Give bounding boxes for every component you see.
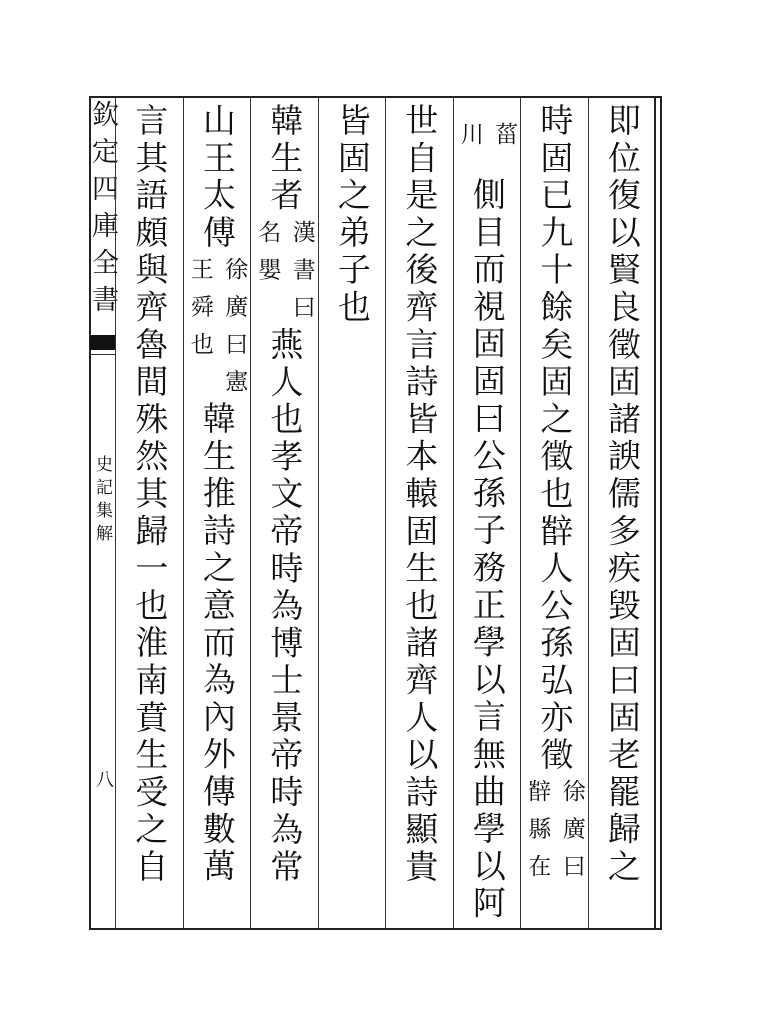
text-column-7 (183, 98, 251, 928)
text-column-1 (588, 98, 656, 928)
commentary-right-line: 菑 (491, 122, 518, 160)
text-column-6 (250, 98, 318, 928)
fishtail-rule (90, 354, 116, 355)
text-block (115, 98, 655, 928)
book-title: 史記集解 (92, 455, 112, 547)
text-column-2 (520, 98, 588, 928)
commentary-right-line: 徐廣曰憲 (221, 257, 248, 407)
commentary-right-line: 徐廣曰 (558, 779, 585, 892)
text-column-8 (115, 98, 183, 928)
main-text: 時固已九十餘矣固之徵也辥人公孫弘亦徵 (535, 103, 575, 775)
page-number: 八 (93, 770, 114, 788)
main-text: 皆固之弟子也 (332, 103, 372, 327)
collection-title: 欽定四庫全書 (87, 100, 118, 322)
text-column-5 (318, 98, 386, 928)
text-column-4 (385, 98, 453, 928)
main-text: 韓生者 (265, 103, 305, 215)
fishtail-marker (90, 335, 116, 350)
main-text: 燕人也孝文帝時為博士景帝時為常 (265, 326, 305, 887)
commentary-left-line: 名嬰 (254, 219, 281, 295)
main-text: 韓生推詩之意而為內外傳數萬 (197, 401, 237, 887)
commentary-note (186, 257, 247, 406)
commentary-left-line: 辥縣在 (524, 779, 551, 892)
commentary-note (254, 220, 315, 332)
commentary-right-line: 漢書曰 (288, 219, 315, 332)
main-text: 側目而視固固曰公孫子務正學以言無曲學以阿 (467, 177, 507, 924)
text-column-3 (453, 98, 521, 928)
main-text: 即位復以賢良徵固諸諛儒多疾毀固曰固老罷歸之 (602, 103, 642, 887)
main-text: 言其語頗與齊魯間殊然其歸一也淮南賁生受之自 (130, 103, 170, 887)
commentary-note (456, 108, 517, 182)
commentary-note (524, 779, 585, 891)
commentary-left-line: 川 (456, 122, 483, 160)
commentary-left-line: 王舜也 (186, 257, 213, 370)
main-text: 世自是之後齊言詩皆本轅固生也諸齊人以詩顯貴 (400, 103, 440, 887)
main-text: 山王太傅 (197, 103, 237, 253)
